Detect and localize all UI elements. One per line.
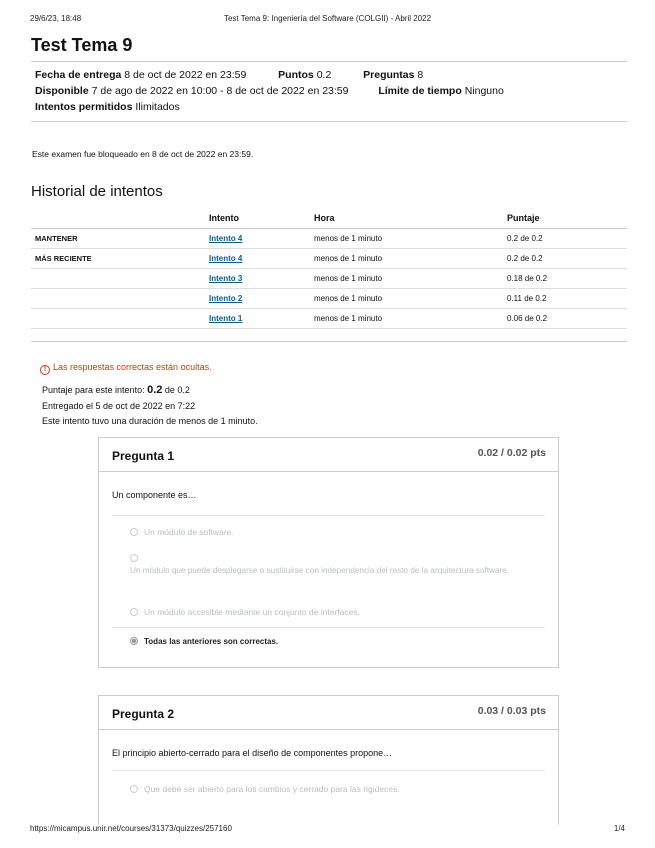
submitted-info: Entregado el 5 de oct de 2022 en 7:22	[42, 401, 196, 411]
table-row	[31, 308, 627, 328]
divider	[112, 770, 545, 771]
time-limit-value: Ninguno	[464, 85, 504, 97]
question-header	[99, 696, 558, 730]
row-score: 0.06 de 0.2	[507, 308, 627, 328]
answer-option[interactable]	[130, 553, 144, 563]
divider	[112, 627, 545, 628]
due-label: Fecha de entrega	[35, 69, 122, 81]
header-time: Hora	[314, 208, 507, 228]
answer-option[interactable]	[130, 527, 234, 537]
divider	[31, 121, 627, 122]
time-limit-label: Límite de tiempo	[378, 85, 462, 97]
header-score: Puntaje	[507, 208, 627, 228]
table-row	[31, 268, 627, 288]
quiz-meta-row-3	[35, 101, 180, 113]
row-time: menos de 1 minuto	[314, 268, 507, 288]
radio-button[interactable]	[130, 608, 138, 616]
row-time: menos de 1 minuto	[314, 308, 507, 328]
table-row	[31, 228, 627, 248]
row-score: 0.11 de 0.2	[507, 288, 627, 308]
question-title: Pregunta 1	[112, 449, 175, 463]
warning-icon: !	[40, 365, 50, 375]
question-text: Un componente es…	[112, 490, 197, 500]
row-time: menos de 1 minuto	[314, 288, 507, 308]
points-value: 0.2	[316, 69, 332, 81]
row-score: 0.18 de 0.2	[507, 268, 627, 288]
question-card	[98, 695, 559, 825]
radio-button-selected[interactable]	[130, 637, 138, 645]
attempt-link[interactable]: Intento 4	[209, 253, 243, 263]
option-label: Un módulo accesible mediante un conjunto de interfaces.	[144, 607, 360, 617]
print-datetime: 29/6/23, 18:48	[30, 14, 82, 23]
row-label	[31, 268, 209, 288]
print-doc-title: Test Tema 9: Ingeniería del Software (COLGII) - Abril 2022	[223, 14, 432, 23]
attempt-link[interactable]: Intento 4	[209, 233, 243, 243]
available-label: Disponible	[35, 85, 89, 97]
quiz-meta-row-2	[35, 85, 504, 97]
attempt-link[interactable]: Intento 3	[209, 273, 243, 283]
page-number: 1/4	[613, 824, 625, 833]
attempts-table	[31, 208, 627, 329]
answer-option-selected[interactable]	[130, 637, 278, 646]
option-label: Un módulo de software.	[144, 527, 234, 537]
header-attempt: Intento	[209, 208, 314, 228]
radio-button[interactable]	[130, 554, 138, 562]
table-header-row	[31, 208, 627, 228]
questions-value: 8	[417, 69, 424, 81]
question-points: 0.03 / 0.03 pts	[477, 705, 546, 717]
attempts-allowed-label: Intentos permitidos	[35, 101, 133, 113]
score-suffix: de 0.2	[164, 385, 190, 395]
radio-button[interactable]	[130, 785, 138, 793]
available-value: 7 de ago de 2022 en 10:00 - 8 de oct de 2022 en 23:59	[91, 85, 349, 97]
divider	[112, 515, 545, 516]
table-row	[31, 248, 627, 268]
locked-message: Este examen fue bloqueado en 8 de oct de 2022 en 23:59.	[32, 149, 254, 159]
answer-option[interactable]	[130, 607, 360, 617]
score-summary	[42, 384, 190, 396]
divider	[31, 61, 627, 62]
question-points: 0.02 / 0.02 pts	[477, 447, 546, 459]
attempt-link[interactable]: Intento 1	[209, 313, 243, 323]
quiz-meta-row-1	[35, 69, 423, 81]
answer-option-text: Un módulo que puede desplegarse o sustituirse con independencia del resto de la arquitectura software.	[130, 566, 510, 575]
row-label: MÁS RECIENTE	[31, 248, 209, 268]
row-score: 0.2 de 0.2	[507, 248, 627, 268]
option-label: Todas las anteriores son correctas.	[144, 637, 279, 646]
attempt-link[interactable]: Intento 2	[209, 293, 243, 303]
row-label: MANTENER	[31, 228, 209, 248]
print-url: https://micampus.unir.net/courses/31373/quizzes/257160	[30, 824, 232, 833]
row-score: 0.2 de 0.2	[507, 228, 627, 248]
row-time: menos de 1 minuto	[314, 248, 507, 268]
table-row	[31, 288, 627, 308]
question-header	[99, 438, 558, 472]
page-title: Test Tema 9	[31, 35, 133, 55]
due-value: 8 de oct de 2022 en 23:59	[124, 69, 247, 81]
questions-label: Preguntas	[363, 69, 415, 81]
question-card	[98, 437, 559, 668]
hidden-answers-text: Las respuestas correctas están ocultas.	[53, 362, 212, 372]
answer-option[interactable]	[130, 784, 400, 794]
points-label: Puntos	[278, 69, 314, 81]
score-prefix: Puntaje para este intento:	[42, 385, 145, 395]
score-value: 0.2	[147, 384, 163, 396]
question-text: El principio abierto-cerrado para el diseño de componentes propone…	[112, 748, 393, 758]
duration-info: Este intento tuvo una duración de menos de 1 minuto.	[42, 416, 258, 426]
question-title: Pregunta 2	[112, 707, 175, 721]
history-title: Historial de intentos	[31, 183, 163, 200]
row-label	[31, 308, 209, 328]
option-label: Que debe ser abierto para los cambios y cerrado para las rigideces.	[144, 784, 400, 794]
row-label	[31, 288, 209, 308]
print-footer	[30, 824, 625, 833]
radio-button[interactable]	[130, 528, 138, 536]
header-label	[31, 208, 209, 228]
divider	[31, 341, 627, 342]
attempts-allowed-value: Ilimitados	[135, 101, 180, 113]
hidden-answers-note	[40, 362, 212, 375]
row-time: menos de 1 minuto	[314, 228, 507, 248]
